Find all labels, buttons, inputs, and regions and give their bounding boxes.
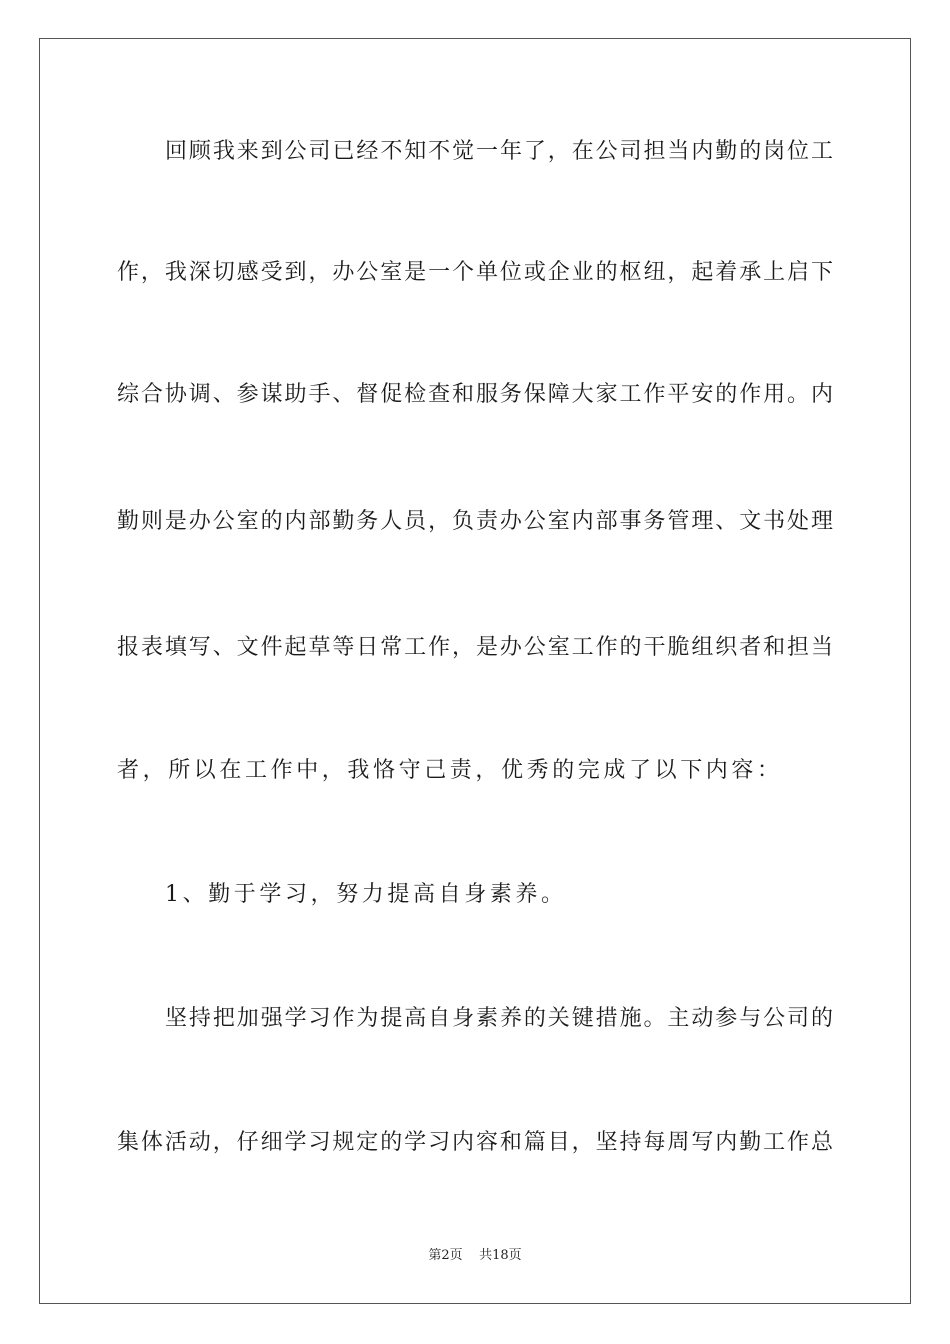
page-footer	[0, 1248, 950, 1264]
paragraph-line: 作，我深切感受到，办公室是一个单位或企业的枢纽，起着承上启下	[117, 260, 833, 285]
total-pages: 共18页	[479, 1248, 522, 1263]
paragraph-line: 综合协调、参谋助手、督促检查和服务保障大家工作平安的作用。内	[117, 382, 833, 407]
paragraph-line: 勤则是办公室的内部勤务人员，负责办公室内部事务管理、文书处理	[117, 509, 833, 534]
page-frame	[39, 38, 911, 1304]
paragraph-line: 集体活动，仔细学习规定的学习内容和篇目，坚持每周写内勤工作总	[117, 1130, 833, 1155]
page-number: 第2页	[428, 1248, 463, 1263]
section-heading: 1、勤于学习，努力提高自身素养。	[165, 882, 567, 907]
paragraph-line: 坚持把加强学习作为提高自身素养的关键措施。主动参与公司的	[165, 1006, 833, 1031]
paragraph-line: 回顾我来到公司已经不知不觉一年了，在公司担当内勤的岗位工	[165, 139, 833, 164]
paragraph-line: 者，所以在工作中，我恪守己责，优秀的完成了以下内容：	[117, 758, 783, 783]
paragraph-line: 报表填写、文件起草等日常工作，是办公室工作的干脆组织者和担当	[117, 635, 833, 660]
